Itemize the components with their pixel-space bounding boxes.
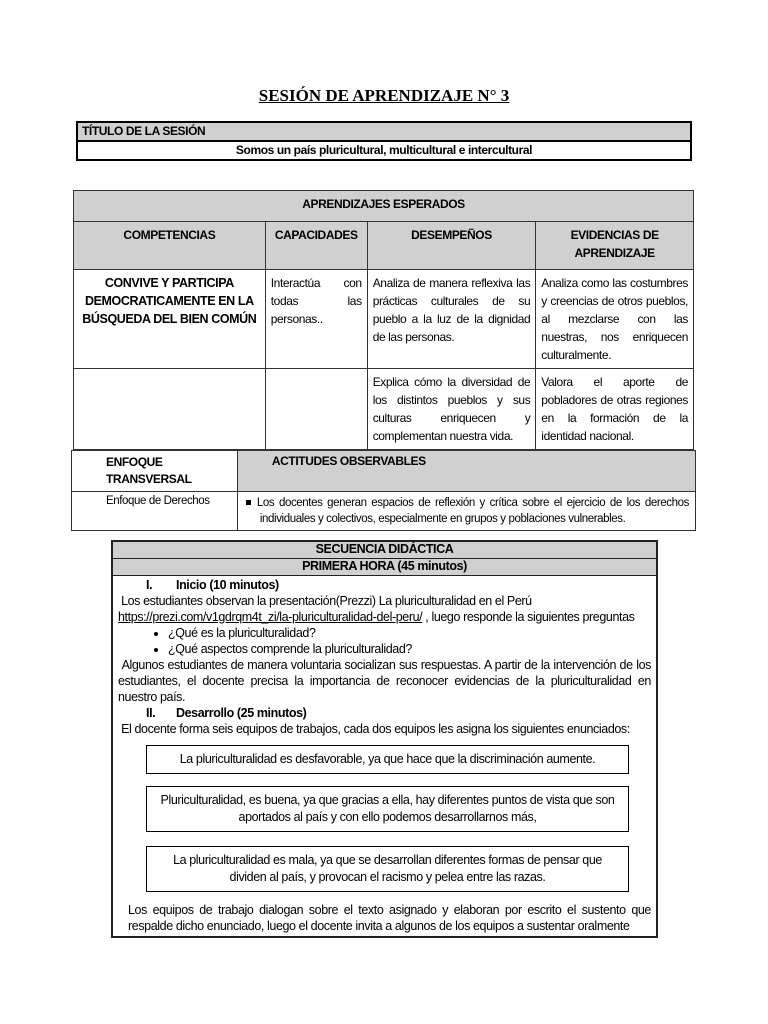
evidence-cell: Analiza como las costumbres y creencias de otros pueblos, al mezclarse con las nuestras, nos enriquecen culturalmente. xyxy=(536,270,694,369)
empty-capacity-cell xyxy=(265,369,367,450)
session-title-label: TÍTULO DE LA SESIÓN xyxy=(77,122,691,141)
attitude-cell xyxy=(237,492,695,531)
evidence-cell: Valora el aporte de pobladores de otras regiones en la formación de la identidad nacional. xyxy=(536,369,694,450)
sequence-subheader: PRIMERA HORA (45 minutos) xyxy=(112,558,657,575)
capacity-cell: Interactúa con todas las personas.. xyxy=(265,270,367,369)
learning-header: APRENDIZAJES ESPERADOS xyxy=(74,191,694,222)
column-capacities: CAPACIDADES xyxy=(265,222,367,270)
attitudes-header: ACTITUDES OBSERVABLES xyxy=(237,451,695,492)
stage-start-heading: I. Inicio (10 minutos) xyxy=(146,577,279,592)
statement-box: Pluriculturalidad, es buena, ya que gracias a ella, hay diferentes puntos de vista que son aportados al país y con ello podemos desarrollarnos más, xyxy=(146,786,629,832)
session-title-table xyxy=(76,121,692,161)
column-performances: DESEMPEÑOS xyxy=(367,222,536,270)
competency-cell: CONVIVE Y PARTICIPA DEMOCRATICAMENTE EN LA BÚSQUEDA DEL BIEN COMÚN xyxy=(74,270,266,369)
sequence-header: SECUENCIA DIDÁCTICA xyxy=(112,541,657,558)
question-item: • ¿Qué aspectos comprende la pluriculturalidad? xyxy=(168,641,651,657)
column-evidences: EVIDENCIAS DE APRENDIZAJE xyxy=(536,222,694,270)
sequence-body xyxy=(112,575,657,937)
didactic-sequence-table xyxy=(111,540,658,938)
closing-paragraph: Los equipos de trabajo dialogan sobre el texto asignado y elaboran por escrito el sustento que respalde dicho enunciado, luego el docente invita a algunos de los equipos a sustentar oralmente xyxy=(128,902,651,933)
presentation-link-line: https://prezi.com/v1gdrqm4t_zi/la-pluriculturalidad-del-peru/ , luego responde la siguientes preguntas xyxy=(118,609,635,624)
prezi-link[interactable]: https://prezi.com/v1gdrqm4t_zi/la-pluriculturalidad-del-peru/ xyxy=(118,609,423,624)
question-list xyxy=(118,625,651,657)
intro-text: Los estudiantes observan la presentación(Prezzi) La pluriculturalidad en el Perú xyxy=(121,593,532,608)
attitude-text: Los docentes generan espacios de reflexión y crítica sobre el ejercicio de los derechos individuales y colectivos, especialmente en grupos y poblaciones vulnerables. xyxy=(256,497,689,525)
session-title-value: Somos un país pluricultural, multicultural e intercultural xyxy=(77,141,691,160)
column-competencies: COMPETENCIAS xyxy=(74,222,266,270)
approach-name: Enfoque de Derechos xyxy=(72,492,238,531)
question-item: • ¿Qué es la pluriculturalidad? xyxy=(168,625,651,641)
learning-outcomes-table xyxy=(73,190,694,450)
empty-competency-cell xyxy=(74,369,266,450)
square-bullet-icon xyxy=(246,500,251,505)
development-text: El docente forma seis equipos de trabajos, cada dos equipos les asigna los siguientes enunciados: xyxy=(121,721,630,736)
socialize-paragraph: Algunos estudiantes de manera voluntaria socializan sus respuestas. A partir de la intervención de los estudiantes, el docente precisa la importancia de reconocer evidencias de la pluriculturalidad en nuestro país. xyxy=(118,657,651,704)
performance-cell: Explica cómo la diversidad de los distintos pueblos y sus culturas enriquecen y complementan nuestra vida. xyxy=(367,369,536,450)
performance-cell: Analiza de manera reflexiva las prácticas culturales de su pueblo a la luz de la dignidad de las personas. xyxy=(367,270,536,369)
document-title: SESIÓN DE APRENDIZAJE N° 3 xyxy=(258,86,510,105)
stage-development-heading: II. Desarrollo (25 minutos) xyxy=(146,705,307,720)
statement-box: La pluriculturalidad es mala, ya que se desarrollan diferentes formas de pensar que dividen al país, y provocan el racismo y pelea entre las razas. xyxy=(146,846,629,892)
approach-header: ENFOQUE TRANSVERSAL xyxy=(72,451,238,492)
statement-box: La pluriculturalidad es desfavorable, ya que hace que la discriminación aumente. xyxy=(146,745,629,774)
transversal-approach-table xyxy=(71,450,696,531)
